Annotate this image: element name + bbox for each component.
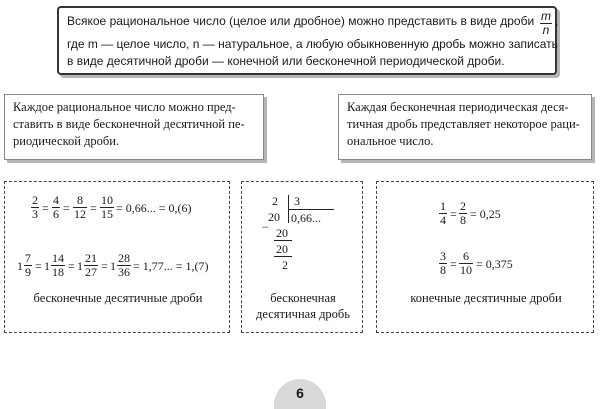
fraction-28-36 (117, 252, 131, 279)
numerator: 6 (463, 249, 469, 263)
equals-sign: = (63, 201, 70, 215)
equals-sign: = (90, 201, 97, 215)
numerator: 14 (52, 251, 64, 265)
numerator: 10 (101, 193, 113, 207)
subtrahend-1: 20 (268, 210, 280, 224)
caption-line-1: бесконечная (270, 291, 336, 305)
denominator: 8 (460, 213, 466, 227)
denominator: 8 (440, 263, 446, 277)
fraction-6-10 (459, 250, 473, 277)
whole-part: 1 (44, 259, 50, 273)
decimal-result: = 0,25 (470, 207, 501, 221)
equals-sign: = (68, 259, 75, 273)
whole-part: 1 (77, 259, 83, 273)
denominator: 9 (25, 265, 31, 279)
statement-left-box (4, 94, 264, 160)
numerator: 8 (77, 193, 83, 207)
equals-sign: = (450, 257, 457, 271)
denominator: 4 (440, 213, 446, 227)
denominator: 3 (32, 207, 38, 221)
numerator: 21 (85, 251, 97, 265)
decimal-result: = 1,77... = 1,(7) (133, 259, 209, 273)
statement-left-line-2: ставить в виде бесконечной десятичной пе- (13, 117, 245, 131)
fraction-10-15 (100, 194, 114, 221)
definition-line-2: где m — целое число, n — натуральное, а любую обыкновенную дробь можно записать (67, 37, 558, 51)
remainder-2: 2 (282, 258, 288, 272)
fraction-numerator: m (541, 9, 551, 23)
denominator: 12 (74, 207, 86, 221)
minus-sign-1: − (262, 220, 269, 234)
caption-line-2: десятичная дробь (256, 307, 350, 321)
definition-line-3: в виде десятичной дроби — конечной или бесконечной периодической дроби. (67, 54, 505, 68)
remainder-1: 20 (276, 242, 288, 256)
fraction-3-8 (439, 250, 447, 277)
decimal-result: = 0,66... = 0,(6) (116, 201, 192, 215)
statement-right-line-1: Каждая бесконечная периодическая деся- (347, 100, 569, 114)
fraction-21-27 (84, 252, 98, 279)
fraction-8-12 (73, 194, 87, 221)
fraction-7-9 (24, 252, 32, 279)
division-bracket-horizontal (288, 209, 334, 210)
example-middle-box (241, 181, 363, 333)
decimal-result: = 0,375 (476, 257, 513, 271)
example-middle-caption (242, 290, 364, 322)
definition-box (57, 6, 557, 75)
definition-line-1: Всякое рациональное число (целое или дробное) можно представить в виде дроби (67, 14, 535, 28)
statement-left-line-3: риодической дроби. (13, 134, 120, 148)
equals-sign: = (101, 259, 108, 273)
subtraction-line-2 (274, 256, 292, 257)
example-left-caption: бесконечные десятичные дроби (33, 291, 203, 305)
fraction-14-18 (51, 252, 65, 279)
whole-part: 1 (17, 259, 23, 273)
equals-sign: = (42, 201, 49, 215)
subtraction-line-1 (274, 240, 292, 241)
page-number: 6 (274, 379, 326, 409)
fraction-m-over-n (539, 10, 553, 37)
subtrahend-2: 20 (276, 226, 288, 240)
example-left-box (4, 181, 230, 333)
fraction-2-8 (459, 200, 467, 227)
dividend: 2 (272, 194, 278, 208)
divisor: 3 (294, 194, 300, 208)
denominator: 18 (52, 265, 64, 279)
equals-sign: = (35, 259, 42, 273)
equals-sign: = (450, 207, 457, 221)
numerator: 4 (53, 193, 59, 207)
denominator: 6 (53, 207, 59, 221)
statement-right-line-2: тичная дробь представляет некоторое раци- (347, 117, 580, 131)
numerator: 1 (440, 199, 446, 213)
denominator: 27 (85, 265, 97, 279)
example-right-box (376, 181, 594, 333)
fraction-1-4 (439, 200, 447, 227)
definition-comma: , (555, 14, 559, 28)
statement-left-line-1: Каждое рациональное число можно пред- (13, 100, 236, 114)
numerator: 7 (25, 251, 31, 265)
numerator: 3 (440, 249, 446, 263)
statement-right-line-3: ональное число. (347, 134, 434, 148)
quotient: 0,66... (291, 211, 321, 225)
fraction-denominator: n (542, 23, 550, 37)
numerator: 2 (460, 199, 466, 213)
fraction-2-3 (31, 194, 39, 221)
whole-part: 1 (110, 259, 116, 273)
statement-right-box (338, 94, 592, 160)
denominator: 10 (460, 263, 472, 277)
fraction-4-6 (52, 194, 60, 221)
denominator: 36 (118, 265, 130, 279)
denominator: 15 (101, 207, 113, 221)
numerator: 28 (118, 251, 130, 265)
numerator: 2 (32, 193, 38, 207)
example-right-caption: конечные десятичные дроби (410, 291, 562, 305)
